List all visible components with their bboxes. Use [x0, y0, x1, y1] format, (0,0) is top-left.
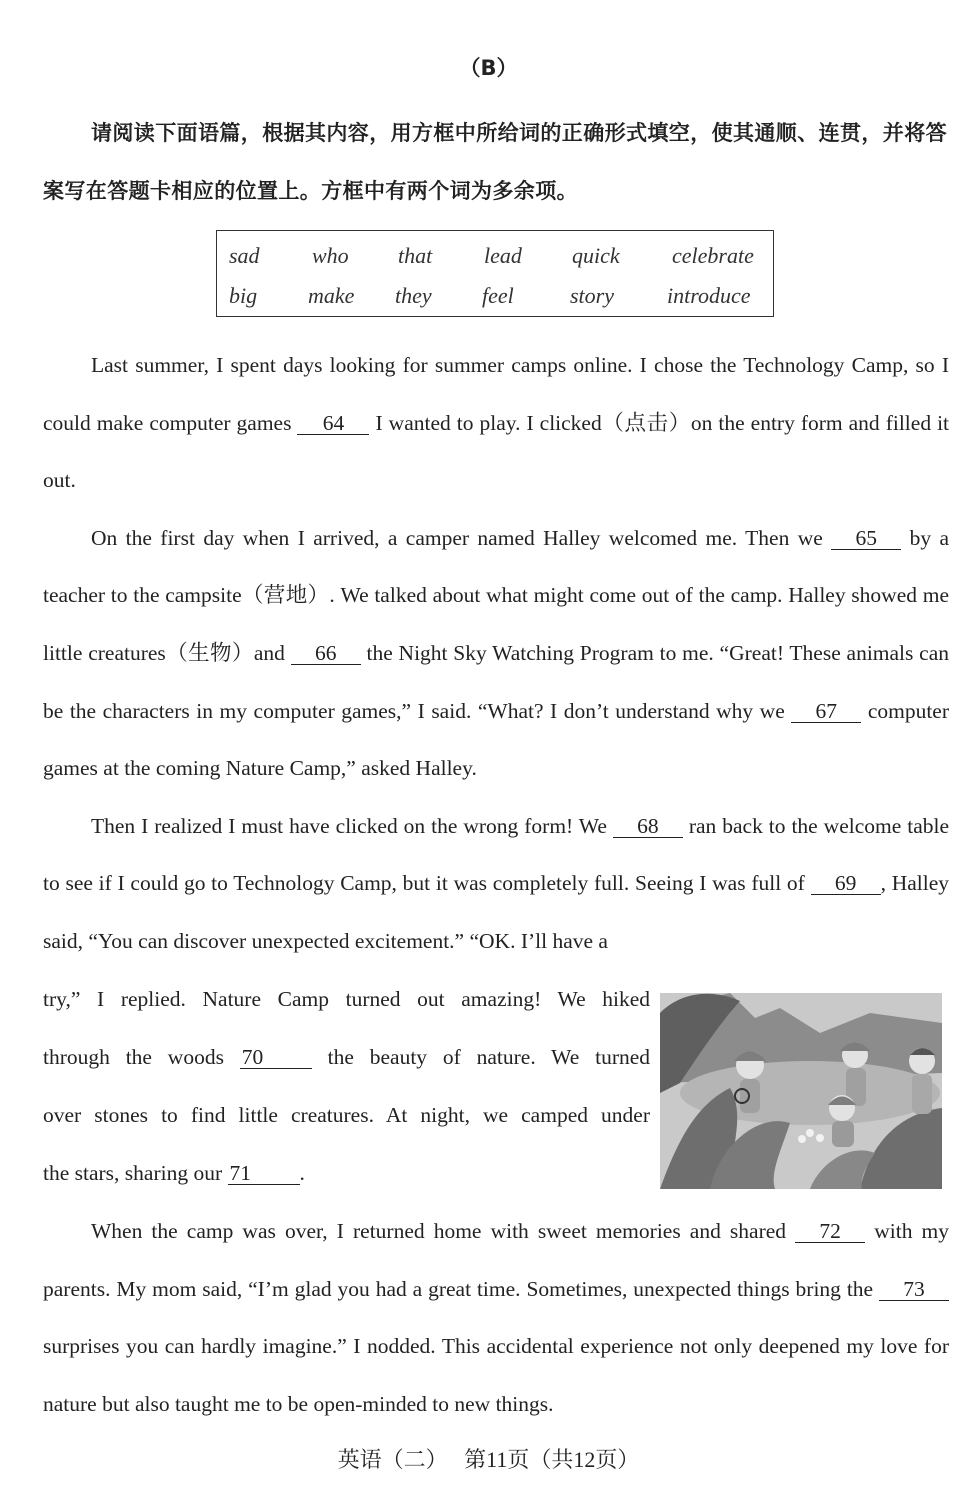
blank-66: 66 [291, 642, 361, 665]
side-line-2 [43, 1028, 650, 1086]
side-line-4 [43, 1144, 650, 1202]
text: try,” I replied. Nature Camp turned out amazing! We hiked [43, 987, 650, 1011]
blank-68: 68 [613, 815, 683, 838]
paragraph-1 [43, 337, 949, 510]
word-introduce: introduce [667, 283, 751, 308]
children-camping-illustration [660, 993, 942, 1189]
side-line-3 [43, 1086, 650, 1144]
blank-67: 67 [791, 700, 861, 723]
text: When the camp was over, I returned home with sweet memories and shared [91, 1219, 787, 1243]
word-lead: lead [484, 243, 522, 268]
text: over stones to find little creatures. At night, we camped under [43, 1103, 650, 1127]
paragraph-3 [43, 798, 949, 971]
text: the stars, sharing our [43, 1161, 223, 1185]
text: ran back to the welcome table to see if I could go to Technology Camp, but it was completely full. Seeing I was full of [43, 813, 950, 896]
paragraph-4 [43, 1203, 949, 1433]
text: by a teacher to the campsite（营地）. We talked about what might come out of the camp. Halley showed me little creatures（生物）and [43, 525, 950, 665]
word-who: who [312, 243, 349, 268]
word-story: story [570, 283, 614, 308]
blank-70: 70 [240, 1046, 312, 1069]
text: the Night Sky Watching Program to me. “Great! These animals can be the characters in my computer games,” I said. “What? I don’t understand why we [43, 640, 950, 723]
side-line-1 [43, 970, 650, 1028]
text: On the first day when I arrived, a camper named Halley welcomed me. Then we [91, 525, 823, 550]
instructions [43, 104, 949, 220]
paragraph-3-continued [43, 970, 650, 1202]
text: computer games at the coming Nature Camp,” asked Halley. [43, 698, 950, 781]
blank-73: 73 [879, 1278, 949, 1301]
word-quick: quick [572, 243, 620, 268]
word-feel: feel [482, 283, 514, 308]
text: through the woods [43, 1045, 224, 1069]
text: I wanted to play. I clicked（点击）on the entry form and filled it out. [43, 410, 950, 493]
text: . [299, 1161, 305, 1185]
word-celebrate: celebrate [672, 243, 754, 268]
text: the beauty of nature. We turned [327, 1045, 651, 1069]
text: Then I realized I must have clicked on the wrong form! We [91, 813, 607, 838]
blank-64: 64 [297, 412, 369, 435]
word-sad: sad [229, 243, 260, 268]
word-box [216, 230, 774, 317]
section-title: （B） [459, 56, 518, 80]
word-that: that [398, 243, 433, 268]
blank-69: 69 [811, 872, 881, 895]
blank-65: 65 [831, 527, 901, 550]
passage-top [43, 337, 949, 971]
text: surprises you can hardly imagine.” I nodded. This accidental experience not only deepened my love for nature but also taught me to be open-minded to new things. [43, 1334, 949, 1416]
word-big: big [229, 283, 258, 308]
text: Last summer, I spent days looking for summer camps online. I chose the Technology Camp, so I could make computer games [43, 353, 949, 435]
page-footer: 英语（二） 第11页（共12页） [337, 1447, 640, 1472]
word-make: make [308, 283, 355, 308]
passage-bottom [43, 1203, 949, 1433]
paragraph-2 [43, 510, 949, 798]
text: with my parents. My mom said, “I’m glad you had a great time. Sometimes, unexpected things bring the [43, 1219, 950, 1301]
text: , Halley said, “You can discover unexpected excitement.” “OK. I’ll have a [43, 871, 950, 953]
word-they: they [395, 283, 432, 308]
blank-71: 71 [228, 1162, 300, 1185]
instructions-text: 请阅读下面语篇，根据其内容，用方框中所给词的正确形式填空，使其通顺、连贯，并将答案写在答题卡相应的位置上。方框中有两个词为多余项。 [43, 121, 947, 203]
blank-72: 72 [795, 1220, 865, 1243]
